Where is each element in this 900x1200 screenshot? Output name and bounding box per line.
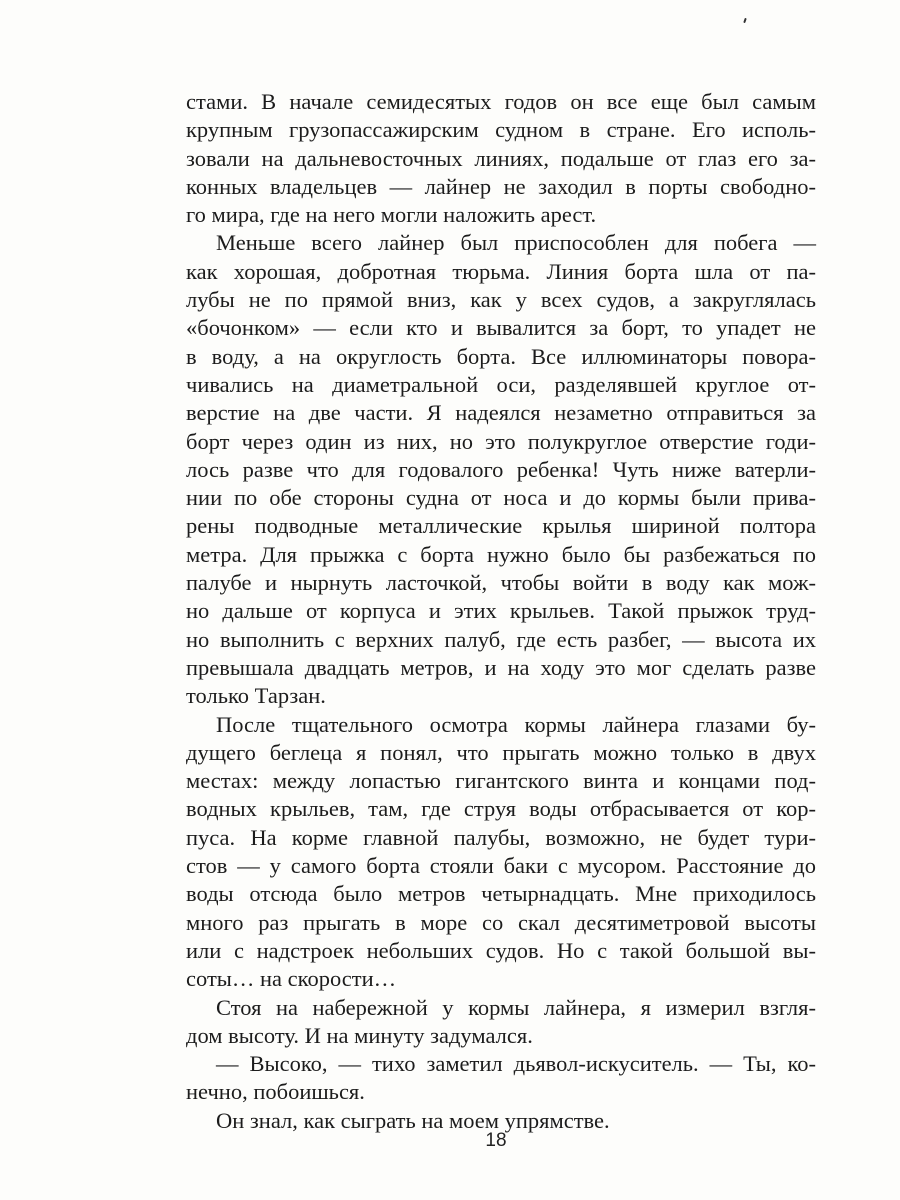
text-line: метра. Для прыжка с борта нужно было бы разбежаться по xyxy=(186,541,816,567)
text-line: Стоя на набережной у кормы лайнера, я измерил взгля- xyxy=(216,994,816,1020)
text-line: нечно, побоишься. xyxy=(186,1079,365,1105)
text-line: только Тарзан. xyxy=(186,683,326,709)
page-number: 18 xyxy=(485,1130,507,1151)
text-line: превышала двадцать метров, и на ходу это мог сделать разве xyxy=(186,654,816,680)
text-line: стами. В начале семидесятых годов он все еще был самым xyxy=(186,89,816,114)
text-line: зовали на дальневосточных линиях, подальше от глаз его за- xyxy=(186,145,816,171)
text-line: го мира, где на него могли наложить арест. xyxy=(186,202,597,228)
text-line: верстие на две части. Я надеялся незаметно отправиться за xyxy=(186,400,816,426)
text-line: воды отсюда было метров четырнадцать. Мне приходилось xyxy=(186,881,816,907)
text-line: дущего беглеца я понял, что прыгать можно только в двух xyxy=(186,739,816,765)
paragraph xyxy=(186,1050,816,1107)
text-line: палубе и нырнуть ласточкой, чтобы войти в воду как мож- xyxy=(186,570,816,596)
text-line: лубы не по прямой вниз, как у всех судов, а закруглялась xyxy=(186,287,816,313)
text-line: После тщательного осмотра кормы лайнера глазами бу- xyxy=(216,711,816,737)
text-line: или с надстроек небольших судов. Но с такой большой вы- xyxy=(186,937,816,963)
text-line: чивались на диаметральной оси, разделявшей круглое от- xyxy=(186,371,816,397)
text-line: лось разве что для годовалого ребенка! Чуть ниже ватерли- xyxy=(186,456,816,482)
text-line: дом высоту. И на минуту задумался. xyxy=(186,1022,533,1048)
text-line: в воду, а на округлость борта. Все иллюминаторы повора- xyxy=(186,343,816,369)
text-line: но выполнить с верхних палуб, где есть разбег, — высота их xyxy=(186,626,816,652)
text-line: много раз прыгать в море со скал десятиметровой высоты xyxy=(186,909,816,935)
text-line: — Высоко, — тихо заметил дьявол-искуситель. — Ты, ко- xyxy=(216,1051,816,1077)
text-line: местах: между лопастью гигантского винта и концами под- xyxy=(186,768,816,794)
paragraph xyxy=(186,88,816,229)
paragraph xyxy=(186,229,816,710)
paragraph xyxy=(186,994,816,1051)
body-text xyxy=(186,88,816,1135)
text-line: Меньше всего лайнер был приспособлен для побега — xyxy=(216,230,816,256)
text-line: крупным грузопассажирским судном в стране. Его исполь- xyxy=(186,117,816,143)
text-line: соты… на скорости… xyxy=(186,966,397,992)
text-line: нии по обе стороны судна от носа и до кормы были прива- xyxy=(186,485,816,511)
text-line: стов — у самого борта стояли баки с мусором. Расстояние до xyxy=(186,853,816,879)
text-line: Он знал, как сыграть на моем упрямстве. xyxy=(216,1107,610,1133)
print-speck xyxy=(743,18,747,23)
text-line: конных владельцев — лайнер не заходил в порты свободно- xyxy=(186,173,816,199)
text-line: водных крыльев, там, где струя воды отбрасывается от кор- xyxy=(186,796,816,822)
text-line: пуса. На корме главной палубы, возможно, не будет тури- xyxy=(186,824,816,850)
paragraph xyxy=(186,711,816,994)
text-line: как хорошая, добротная тюрьма. Линия борта шла от па- xyxy=(186,258,816,284)
text-line: рены подводные металлические крылья шириной полтора xyxy=(186,513,816,539)
text-line: но дальше от корпуса и этих крыльев. Такой прыжок труд- xyxy=(186,598,816,624)
text-line: борт через один из них, но это полукруглое отверстие годи- xyxy=(186,428,816,454)
text-line: «бочонком» — если кто и вывалится за борт, то упадет не xyxy=(186,315,816,341)
